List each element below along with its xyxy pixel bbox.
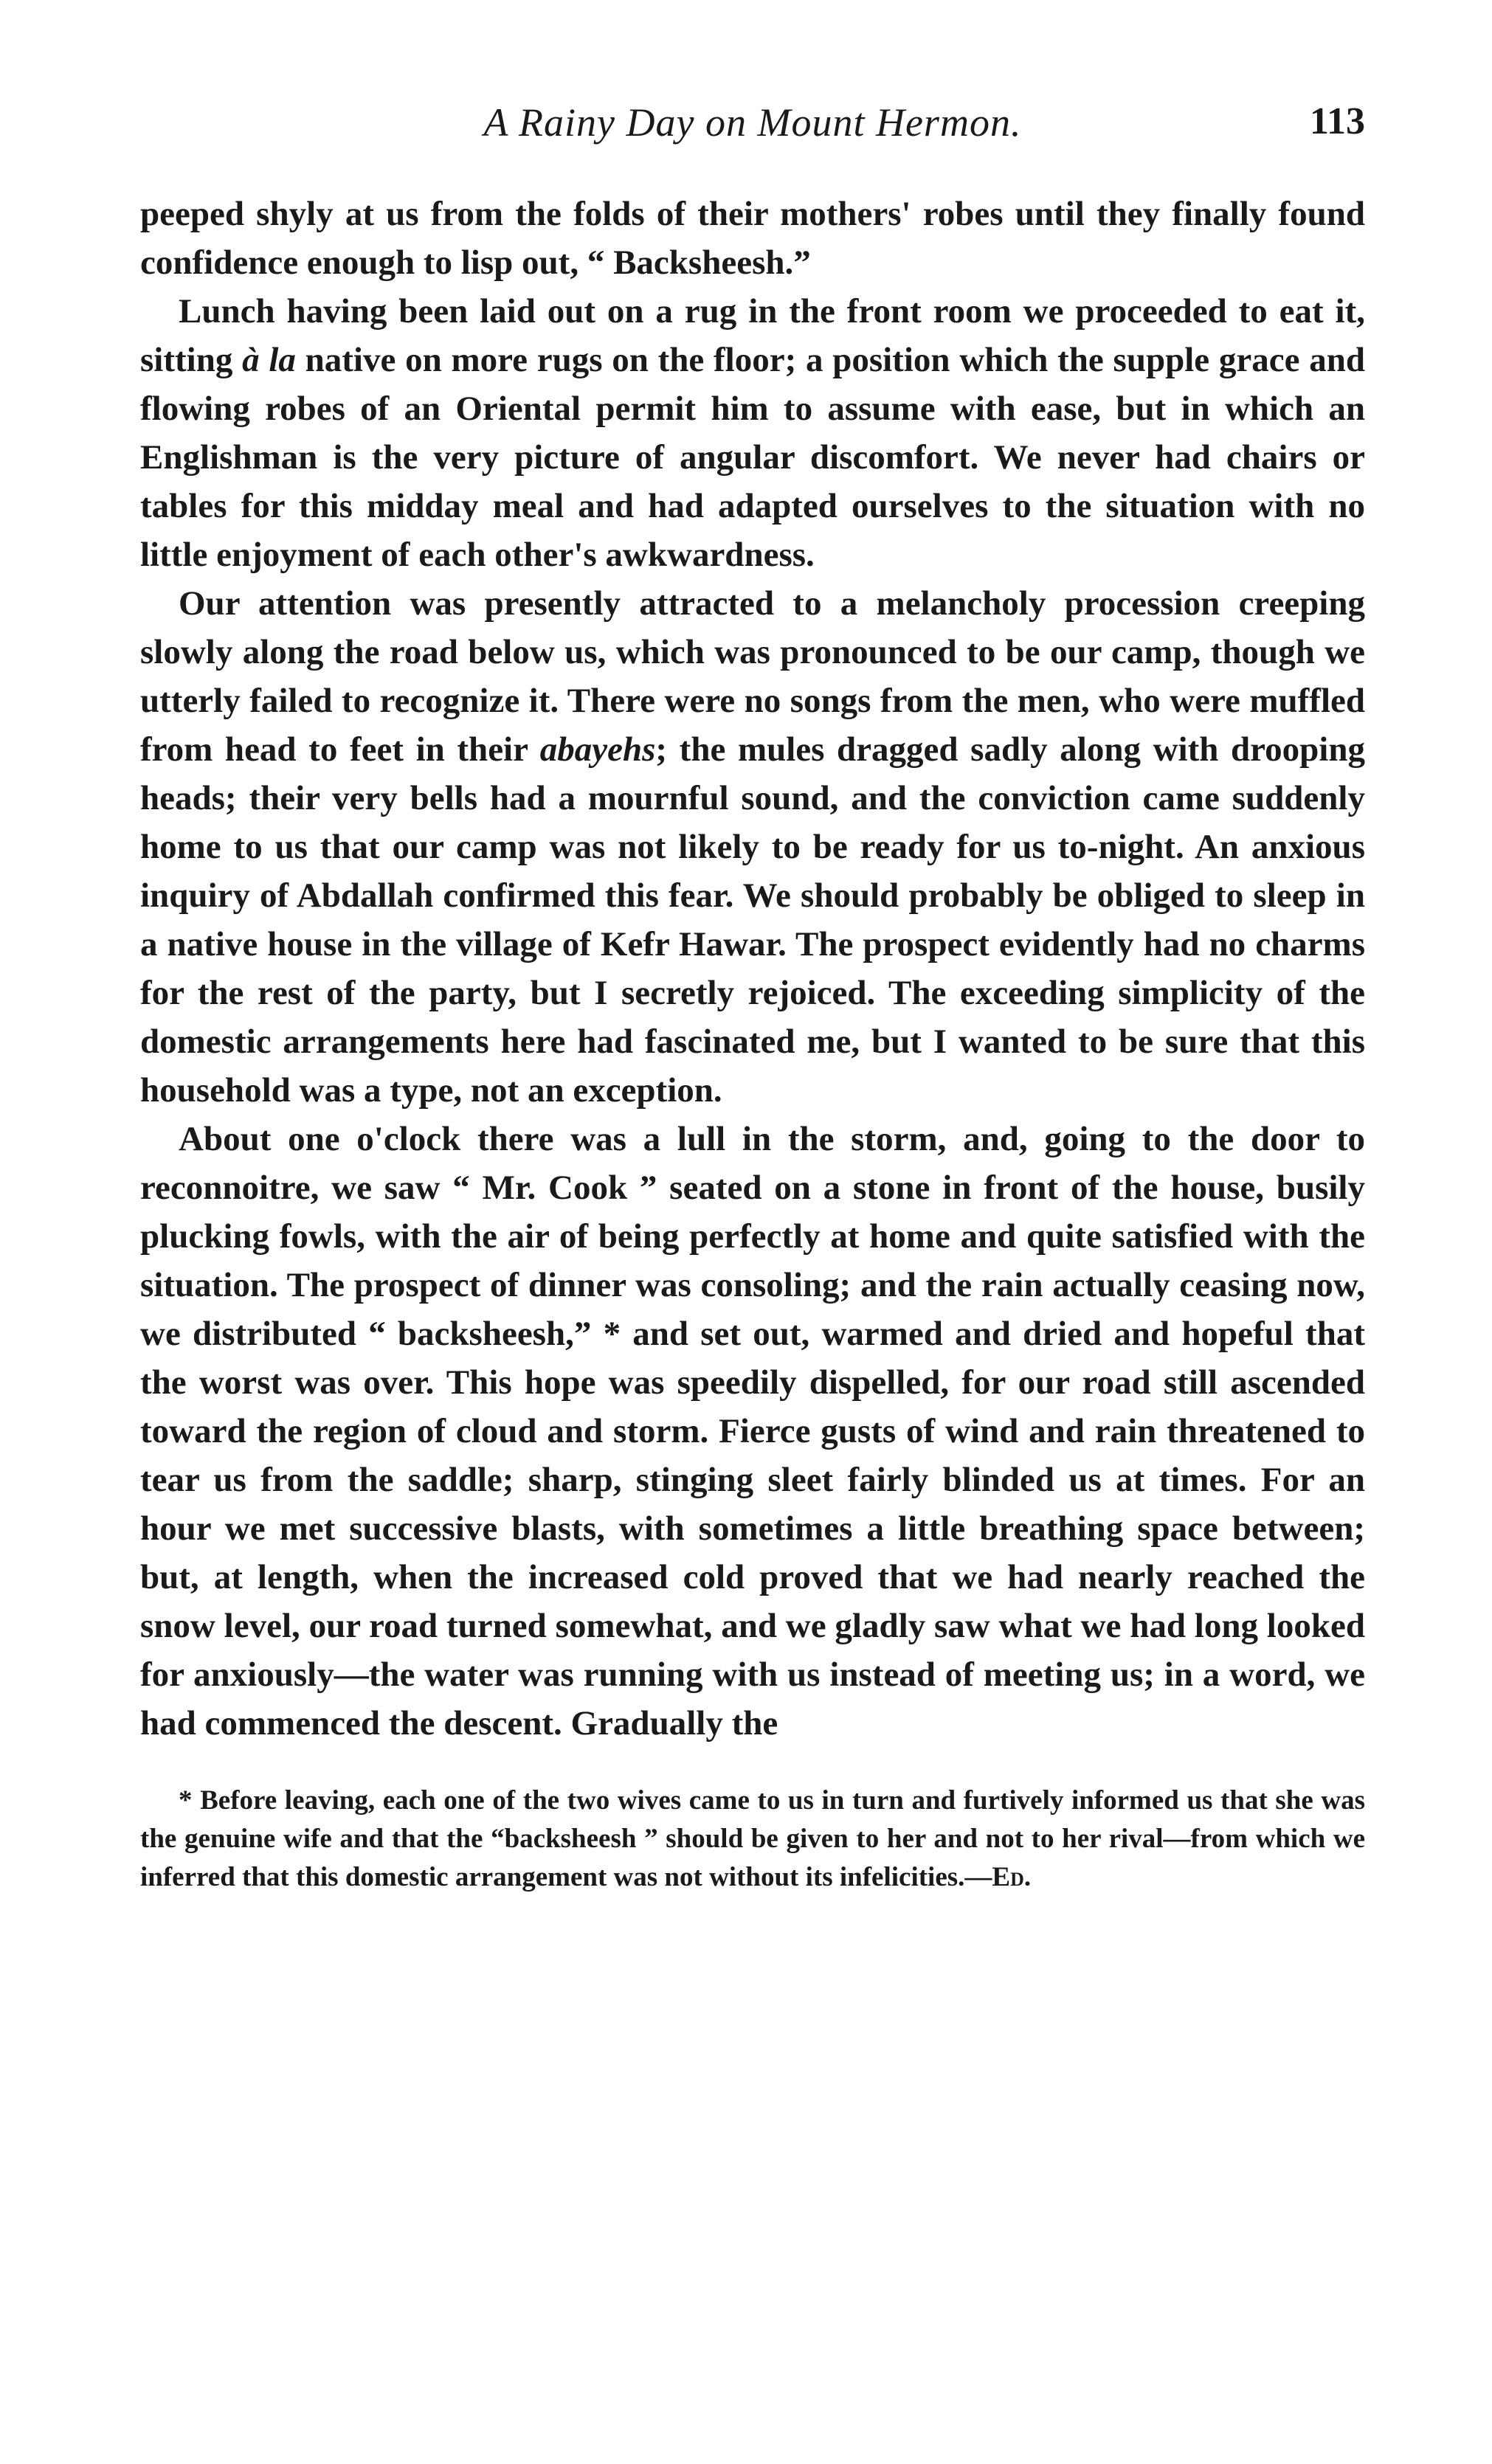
paragraph-3-italic-word: abayehs bbox=[539, 730, 656, 769]
running-title: A Rainy Day on Mount Hermon. bbox=[483, 100, 1022, 145]
paragraph-3-text-start: Our attention was presently attracted to a melancholy procession creeping slowly along the road below us, which was pronounced to be our camp, though we utterly failed to recognize it. There were no songs from the men, who were muffled from head to feet in their bbox=[140, 584, 1365, 769]
footnote bbox=[140, 1782, 1365, 1897]
footnote-text bbox=[140, 1782, 1365, 1897]
paragraph-3-text-end: ; the mules dragged sadly along with drooping heads; their very bells had a mournful sound, and the conviction came suddenly home to us that our camp was not likely to be ready for us to-night. An anxious inquiry of Abdallah confirmed this fear. We should probably be obliged to sleep in a native house in the village of Kefr Hawar. The prospect evidently had no charms for the rest of the party, but I secretly rejoiced. The exceeding simplicity of the domestic arrangements here had fascinated me, but I wanted to be sure that this household was a type, not an exception. bbox=[140, 730, 1365, 1110]
paragraph-2-text-start: Lunch having been laid out on a rug in the front room we proceeded to eat it, sitting bbox=[140, 292, 1365, 379]
book-page bbox=[140, 100, 1365, 1897]
paragraph-4: About one o'clock there was a lull in the storm, and, going to the door to reconnoitre, we saw “ Mr. Cook ” seated on a stone in front of the house, busily plucking fowls, with the air of being perfectly at home and quite satisfied with the situation. The prospect of dinner was consoling; and the rain actually ceasing now, we distributed “ backsheesh,” * and set out, warmed and dried and hopeful that the worst was over. This hope was speedily dispelled, for our road still ascended toward the region of cloud and storm. Fierce gusts of wind and rain threatened to tear us from the saddle; sharp, stinging sleet fairly blinded us at times. For an hour we met successive blasts, with sometimes a little breathing space between; but, at length, when the increased cold proved that we had nearly reached the snow level, our road turned somewhat, and we gladly saw what we had long looked for anxiously—the water was running with us instead of meeting us; in a word, we had commenced the descent. Gradually the bbox=[140, 1120, 1365, 1743]
running-head bbox=[140, 100, 1365, 166]
paragraph-1: peeped shyly at us from the folds of their mothers' robes until they finally found confidence enough to lisp out, “ Backsheesh.” bbox=[140, 195, 1365, 282]
body-text bbox=[140, 190, 1365, 1748]
footnote-signature: Ed. bbox=[992, 1862, 1032, 1892]
paragraph-2 bbox=[140, 287, 1365, 579]
page-number: 113 bbox=[1309, 100, 1365, 142]
paragraph-2-text-end: native on more rugs on the floor; a position which the supple grace and flowing robes of an Oriental permit him to assume with ease, but in which an Englishman is the very picture of angular discomfort. We never had chairs or tables for this midday meal and had adapted ourselves to the situation with no little enjoyment of each other's awkwardness. bbox=[140, 341, 1365, 574]
footnote-body: * Before leaving, each one of the two wives came to us in turn and furtively informed us that she was the genuine wife and that the “backsheesh ” should be given to her and not to her rival—from which we inferred that this domestic arrangement was not without its infelicities.— bbox=[140, 1785, 1365, 1892]
paragraph-3 bbox=[140, 579, 1365, 1115]
paragraph-2-italic-phrase: à la bbox=[242, 341, 296, 379]
